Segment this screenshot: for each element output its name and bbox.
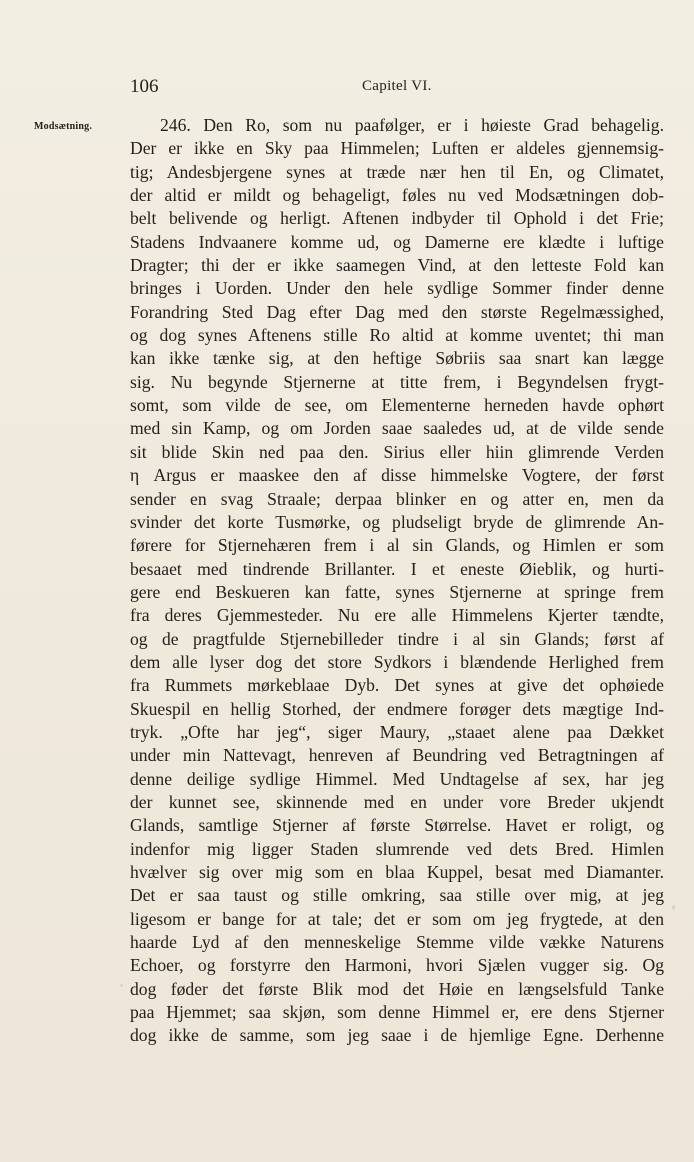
text-line: 246. Den Ro, som nu paafølger, er i høieste Grad behagelig. (160, 115, 664, 135)
text-line: tig; Andesbjergene synes at træde nær hen til En, og Climatet, (130, 161, 664, 182)
text-line: Skuespil en hellig Storhed, der endmere forøger dets mægtige Ind- (130, 698, 664, 719)
running-head: Capitel VI. (362, 78, 432, 94)
text-line: paa Hjemmet; saa skjøn, som denne Himmel er, ere dens Stjerner (130, 1002, 664, 1023)
text-line: der altid er mildt og behageligt, føles nu ved Modsætningen dob- (130, 185, 664, 206)
page-header (130, 76, 664, 102)
text-line: Echoer, og forstyrre den Harmoni, hvori Sjælen vugger sig. Og (130, 955, 664, 976)
text-line: besaaet med tindrende Brillanter. I et eneste Øieblik, og hurti- (130, 558, 664, 579)
text-line: sender en svag Straale; derpaa blinker en og atter en, men da (130, 488, 664, 509)
text-line: fra Rummets mørkeblaae Dyb. Det synes at give det ophøiede (130, 675, 664, 696)
text-line: sit blide Skin ned paa den. Sirius eller hiin glimrende Verden (130, 441, 664, 462)
text-line: denne deilige sydlige Himmel. Med Undtagelse af sex, har jeg (130, 768, 664, 789)
text-line: med sin Kamp, og om Jorden saae saaledes ud, at de vilde sende (130, 418, 664, 439)
text-line: dem alle lyser dog det store Sydkors i blændende Herlighed frem (130, 651, 664, 672)
text-line: Stadens Indvaanere komme ud, og Damerne ere klædte i luftige (130, 231, 664, 252)
text-line: sig. Nu begynde Stjernerne at titte frem, i Begyndelsen frygt- (130, 371, 664, 392)
text-line: haarde Lyd af den menneskelige Stemme vilde vække Naturens (130, 932, 664, 953)
text-line: Forandring Sted Dag efter Dag med den største Regelmæssighed, (130, 301, 664, 322)
text-line: Glands, samtlige Stjerner af første Størrelse. Havet er roligt, og (130, 815, 664, 836)
paper-speck (672, 905, 675, 910)
text-line: førere for Stjernehæren frem i al sin Glands, og Himlen er som (130, 535, 664, 556)
text-line: under min Nattevagt, henreven af Beundring ved Betragtningen af (130, 745, 664, 766)
text-line: og de pragtfulde Stjernebilleder tindre i al sin Glands; først af (130, 628, 664, 649)
text-line: dog føder det første Blik mod det Høie en længselsfuld Tanke (130, 978, 664, 999)
text-line: indenfor mig ligger Staden slumrende ved dets Bred. Himlen (130, 838, 664, 859)
text-line: gere end Beskueren kan fatte, synes Stjernerne at springe frem (130, 581, 664, 602)
text-line: tryk. „Ofte har jeg“, siger Maury, „staaet alene paa Dækket (130, 721, 664, 742)
text-line: hvælver sig over mig som en blaa Kuppel, besat med Diamanter. (130, 862, 664, 882)
text-line: Det er saa taust og stille omkring, saa stille over mig, at jeg (130, 885, 664, 906)
text-line: somt, som vilde de see, om Elementerne herneden havde ophørt (130, 395, 664, 416)
body-paragraph (130, 114, 664, 1048)
text-line: fra deres Gjemmesteder. Nu ere alle Himmelens Kjerter tændte, (130, 605, 664, 626)
margin-note: Modsætning. (34, 121, 93, 132)
text-line: kan ikke tænke sig, at den heftige Søbriis saa snart kan lægge (130, 348, 664, 369)
text-line: bringes i Uorden. Under den hele sydlige Sommer finder denne (130, 278, 664, 299)
text-line: Dragter; thi der er ikke saamegen Vind, at den letteste Fold kan (130, 255, 664, 276)
text-line: der kunnet see, skinnende med en under vore Breder ukjendt (130, 791, 664, 812)
text-line: og dog synes Aftenens stille Ro altid at komme uventet; thi man (130, 325, 664, 346)
text-line: ligesom er bange for at tale; det er som om jeg frygtede, at den (130, 908, 664, 929)
text-line: η Argus er maaskee den af disse himmelske Vogtere, der først (130, 465, 664, 486)
text-line: belt belivende og herligt. Aftenen indbyder til Ophold i det Frie; (130, 208, 664, 229)
text-line: Der er ikke en Sky paa Himmelen; Luften er aldeles gjennemsig- (130, 138, 664, 159)
page-number: 106 (130, 76, 159, 97)
paper-speck (120, 984, 123, 987)
text-line: svinder det korte Tusmørke, og pludseligt bryde de glimrende An- (130, 511, 664, 532)
text-line: dog ikke de samme, som jeg saae i de hjemlige Egne. Derhenne (130, 1025, 664, 1046)
